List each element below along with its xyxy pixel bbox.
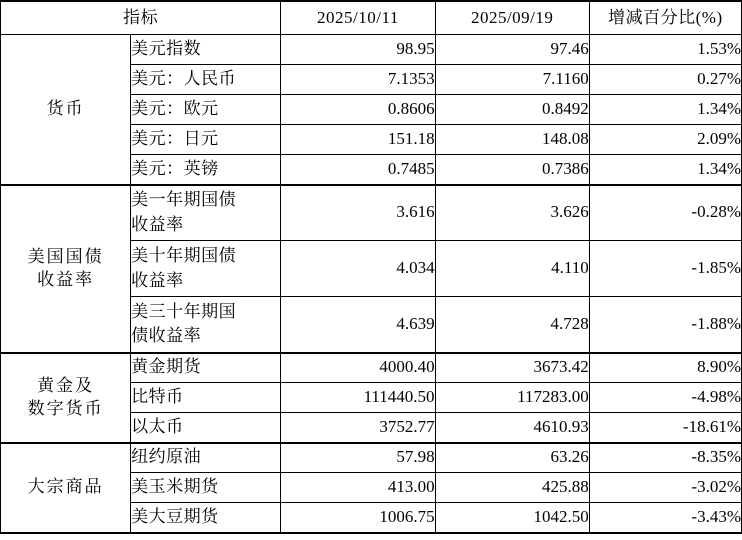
value-previous: 148.08 <box>435 125 589 155</box>
group-label-line: 美国国债 <box>27 246 104 266</box>
value-current: 151.18 <box>281 125 435 155</box>
item-label <box>131 241 281 297</box>
item-label-line: 美元：人民币 <box>131 69 237 89</box>
item-label-line: 债收益率 <box>131 326 202 346</box>
item-label <box>131 443 281 473</box>
item-label-line: 美元：日元 <box>131 129 219 149</box>
value-previous: 4.110 <box>435 241 589 297</box>
value-current: 98.95 <box>281 35 435 65</box>
item-label-line: 纽约原油 <box>131 447 202 467</box>
item-label <box>131 473 281 503</box>
change-percent: -18.61% <box>589 413 741 443</box>
item-label-line: 美元指数 <box>131 39 202 59</box>
change-percent: 2.09% <box>589 125 741 155</box>
group-label-line: 大宗商品 <box>27 477 104 497</box>
value-previous: 425.88 <box>435 473 589 503</box>
item-label-line: 美元：欧元 <box>131 99 219 119</box>
value-current: 4.639 <box>281 297 435 353</box>
group-label-line: 黄金及 <box>37 375 95 395</box>
value-current: 4.034 <box>281 241 435 297</box>
item-label <box>131 353 281 383</box>
change-percent: 1.53% <box>589 35 741 65</box>
change-percent: -1.88% <box>589 297 741 353</box>
item-label <box>131 125 281 155</box>
table-row <box>1 353 742 383</box>
value-previous: 7.1160 <box>435 65 589 95</box>
item-label <box>131 503 281 533</box>
value-previous: 3673.42 <box>435 353 589 383</box>
item-label <box>131 297 281 353</box>
value-previous: 0.7386 <box>435 155 589 185</box>
value-current: 413.00 <box>281 473 435 503</box>
item-label-line: 美十年期国债 <box>131 245 237 265</box>
change-percent: -8.35% <box>589 443 741 473</box>
item-label <box>131 65 281 95</box>
group-label-line: 收益率 <box>37 269 95 289</box>
column-header-change-percent: 增减百分比(%) <box>589 1 741 35</box>
value-current: 0.7485 <box>281 155 435 185</box>
value-current: 1006.75 <box>281 503 435 533</box>
change-percent: -1.85% <box>589 241 741 297</box>
item-label-line: 黄金期货 <box>131 357 202 377</box>
value-previous: 3.626 <box>435 185 589 241</box>
value-previous: 0.8492 <box>435 95 589 125</box>
group-label <box>1 35 131 185</box>
column-header-date-current: 2025/10/11 <box>281 1 435 35</box>
table-row <box>1 443 742 473</box>
group-label-line: 数字货币 <box>27 398 104 418</box>
value-previous: 4610.93 <box>435 413 589 443</box>
table-row <box>1 185 742 241</box>
value-previous: 4.728 <box>435 297 589 353</box>
group-label <box>1 443 131 533</box>
column-header-date-previous: 2025/09/19 <box>435 1 589 35</box>
value-current: 111440.50 <box>281 383 435 413</box>
change-percent: -3.02% <box>589 473 741 503</box>
change-percent: 8.90% <box>589 353 741 383</box>
group-label-line: 货币 <box>46 98 85 118</box>
item-label-line: 收益率 <box>131 270 184 290</box>
item-label-line: 美一年期国债 <box>131 190 237 210</box>
change-percent: 0.27% <box>589 65 741 95</box>
header-row <box>1 1 742 35</box>
item-label-line: 美大豆期货 <box>131 506 219 526</box>
item-label-line: 比特币 <box>131 387 184 407</box>
value-previous: 97.46 <box>435 35 589 65</box>
table-body <box>1 35 742 533</box>
change-percent: -0.28% <box>589 185 741 241</box>
item-label <box>131 35 281 65</box>
value-previous: 63.26 <box>435 443 589 473</box>
table-header <box>1 1 742 35</box>
value-current: 3752.77 <box>281 413 435 443</box>
group-label <box>1 185 131 353</box>
item-label <box>131 383 281 413</box>
item-label-line: 美元：英镑 <box>131 158 219 178</box>
value-current: 3.616 <box>281 185 435 241</box>
value-current: 57.98 <box>281 443 435 473</box>
column-header-indicator: 指标 <box>1 1 281 35</box>
table-row <box>1 35 742 65</box>
item-label-line: 收益率 <box>131 214 184 234</box>
change-percent: 1.34% <box>589 95 741 125</box>
item-label <box>131 95 281 125</box>
item-label <box>131 413 281 443</box>
value-previous: 1042.50 <box>435 503 589 533</box>
item-label-line: 美三十年期国 <box>131 301 237 321</box>
value-current: 4000.40 <box>281 353 435 383</box>
group-label <box>1 353 131 443</box>
change-percent: -3.43% <box>589 503 741 533</box>
change-percent: 1.34% <box>589 155 741 185</box>
item-label <box>131 185 281 241</box>
value-current: 7.1353 <box>281 65 435 95</box>
item-label <box>131 155 281 185</box>
value-previous: 117283.00 <box>435 383 589 413</box>
item-label-line: 美玉米期货 <box>131 477 219 497</box>
item-label-line: 以太币 <box>131 416 184 436</box>
value-current: 0.8606 <box>281 95 435 125</box>
change-percent: -4.98% <box>589 383 741 413</box>
